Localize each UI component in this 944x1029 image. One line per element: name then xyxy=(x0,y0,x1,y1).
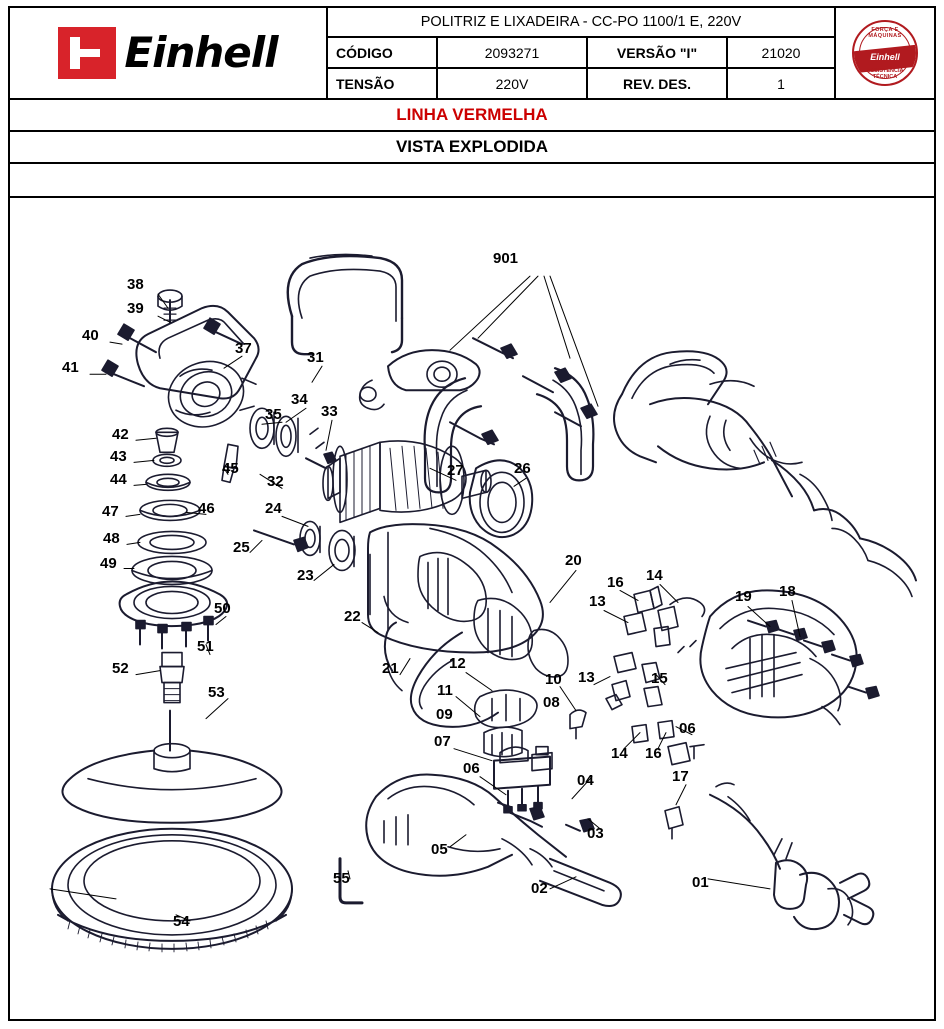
callout-12: 12 xyxy=(449,655,466,672)
rev-des-label: REV. DES. xyxy=(588,69,728,98)
callout-06: 06 xyxy=(679,720,696,737)
callout-49: 49 xyxy=(100,555,117,572)
stamp-top-text: FORÇA E MÁQUINAS xyxy=(868,27,902,39)
callout-04: 04 xyxy=(577,772,594,789)
service-stamp-icon xyxy=(852,20,918,86)
callout-47: 47 xyxy=(102,503,119,520)
callout-02: 02 xyxy=(531,880,548,897)
callout-03: 03 xyxy=(587,825,604,842)
callout-18: 18 xyxy=(779,583,796,600)
title-block-row-codigo xyxy=(328,38,834,67)
exploded-view-drawing xyxy=(10,198,934,1019)
service-stamp-cell xyxy=(836,8,934,98)
callout-09: 09 xyxy=(436,706,453,723)
title-block-fields xyxy=(328,8,836,98)
callout-23: 23 xyxy=(297,567,314,584)
blank-row xyxy=(10,164,934,198)
callout-40: 40 xyxy=(82,327,99,344)
callout-901: 901 xyxy=(493,250,519,267)
sheet-frame xyxy=(8,6,936,1021)
callout-38: 38 xyxy=(127,276,144,293)
callout-35: 35 xyxy=(265,406,282,423)
brand-logo-cell xyxy=(10,8,328,98)
callout-53: 53 xyxy=(208,684,225,701)
tensao-label: TENSÃO xyxy=(328,69,438,98)
callout-25: 25 xyxy=(233,539,250,556)
callout-05: 05 xyxy=(431,841,448,858)
callout-14: 14 xyxy=(646,567,663,584)
callout-46: 46 xyxy=(198,500,215,517)
exploded-view-svg xyxy=(10,198,934,1019)
callout-11: 11 xyxy=(437,682,453,699)
callout-26: 26 xyxy=(514,460,531,477)
versao-value: 21020 xyxy=(761,44,801,61)
product-title: POLITRIZ E LIXADEIRA - CC-PO 1100/1 E, 220V xyxy=(328,8,834,38)
callout-16-b: 16 xyxy=(645,745,662,762)
einhell-logo xyxy=(58,27,277,79)
callout-15: 15 xyxy=(651,670,668,687)
callout-50: 50 xyxy=(214,600,231,617)
title-block-header xyxy=(10,8,934,100)
callout-21: 21 xyxy=(382,660,399,677)
stamp-mid-text: Einhell xyxy=(870,52,900,62)
callout-06-b: 06 xyxy=(463,760,480,777)
callout-34: 34 xyxy=(291,391,308,408)
callout-01: 01 xyxy=(692,874,709,891)
codigo-value: 2093271 xyxy=(438,38,588,67)
callout-13: 13 xyxy=(589,593,606,610)
callout-22: 22 xyxy=(344,608,361,625)
callout-07: 07 xyxy=(434,733,451,750)
einhell-logo-mark-icon xyxy=(58,27,116,79)
callout-16: 16 xyxy=(607,574,624,591)
callout-51: 51 xyxy=(197,638,214,655)
callout-55: 55 xyxy=(333,870,350,887)
callout-27: 27 xyxy=(447,462,464,479)
callout-13-b: 13 xyxy=(578,669,595,686)
callout-52: 52 xyxy=(112,660,129,677)
linha-banner: LINHA VERMELHA xyxy=(10,100,934,132)
codigo-label: CÓDIGO xyxy=(328,38,438,67)
callout-39: 39 xyxy=(127,300,144,317)
rev-des-value: 1 xyxy=(777,75,785,92)
callout-08: 08 xyxy=(543,694,560,711)
callout-31: 31 xyxy=(307,349,324,366)
callout-33: 33 xyxy=(321,403,338,420)
callout-42: 42 xyxy=(112,426,129,443)
callout-10: 10 xyxy=(545,671,562,688)
callout-37: 37 xyxy=(235,340,252,357)
callout-20: 20 xyxy=(565,552,582,569)
callout-41: 41 xyxy=(62,359,79,376)
versao-label: VERSÃO "I" xyxy=(588,38,728,67)
callout-44: 44 xyxy=(110,471,127,488)
title-block-row-tensao xyxy=(328,67,834,98)
stamp-bottom-text: ASSISTÊNCIA TÉCNICA xyxy=(866,68,904,80)
tensao-value: 220V xyxy=(438,69,588,98)
callout-32: 32 xyxy=(267,473,284,490)
vista-banner: VISTA EXPLODIDA xyxy=(10,132,934,164)
callout-24: 24 xyxy=(265,500,282,517)
callout-54: 54 xyxy=(173,913,190,930)
callout-19: 19 xyxy=(735,588,752,605)
callout-43: 43 xyxy=(110,448,127,465)
callout-45: 45 xyxy=(222,460,239,477)
callout-48: 48 xyxy=(103,530,120,547)
einhell-logo-text: Einhell xyxy=(124,28,278,77)
callout-17: 17 xyxy=(672,768,689,785)
callout-14-b: 14 xyxy=(611,745,628,762)
